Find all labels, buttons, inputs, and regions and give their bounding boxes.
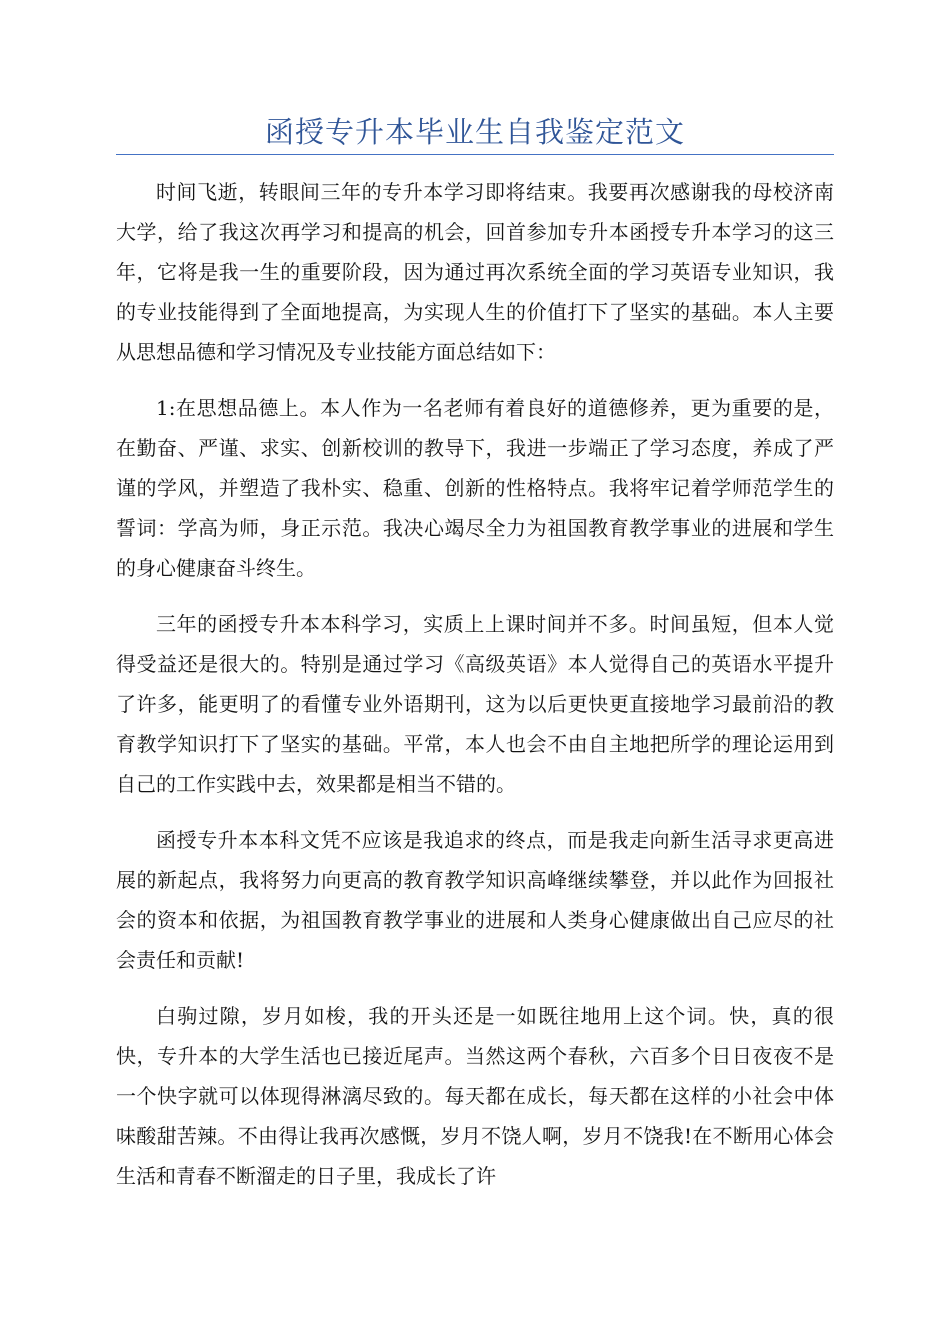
paragraph-intro: 时间飞逝，转眼间三年的专升本学习即将结束。我要再次感谢我的母校济南大学，给了我这次再学习和提高的机会，回首参加专升本函授专升本学习的这三年，它将是我一生的重要阶段，因为通过再次系统全面的学习英语专业知识，我的专业技能得到了全面地提高，为实现人生的价值打下了坚实的基础。本人主要从思想品德和学习情况及专业技能方面总结如下：	[116, 180, 834, 364]
paragraph-study: 三年的函授专升本本科学习，实质上上课时间并不多。时间虽短，但本人觉得受益还是很大的。特别是通过学习《高级英语》本人觉得自己的英语水平提升了许多，能更明了的看懂专业外语期刊，这为以后更快更直接地学习最前沿的教育教学知识打下了坚实的基础。平常，本人也会不由自主地把所学的理论运用到自己的工作实践中去，效果都是相当不错的。	[116, 612, 834, 796]
paragraph-reflection: 白驹过隙，岁月如梭，我的开头还是一如既往地用上这个词。快，真的很快，专升本的大学生活也已接近尾声。当然这两个春秋，六百多个日日夜夜不是一个快字就可以体现得淋漓尽致的。每天都在成长，每天都在这样的小社会中体味酸甜苦辣。不由得让我再次感慨，岁月不饶人啊，岁月不饶我!在不断用心体会生活和青春不断溜走的日子里，我成长了许	[116, 1004, 834, 1188]
paragraph-goal: 函授专升本本科文凭不应该是我追求的终点，而是我走向新生活寻求更高进展的新起点，我将努力向更高的教育教学知识高峰继续攀登，并以此作为回报社会的资本和依据，为祖国教育教学事业的进展和人类身心健康做出自己应尽的社会责任和贡献!	[116, 828, 834, 972]
document-body	[116, 172, 834, 1212]
paragraph-ideology: 1:在思想品德上。本人作为一名老师有着良好的道德修养，更为重要的是，在勤奋、严谨、求实、创新校训的教导下，我进一步端正了学习态度，养成了严谨的学风，并塑造了我朴实、稳重、创新的性格特点。我将牢记着学师范学生的誓词：学高为师，身正示范。我决心竭尽全力为祖国教育教学事业的进展和学生的身心健康奋斗终生。	[116, 396, 834, 580]
document-title: 函授专升本毕业生自我鉴定范文	[264, 115, 685, 149]
title-underline	[116, 154, 834, 155]
